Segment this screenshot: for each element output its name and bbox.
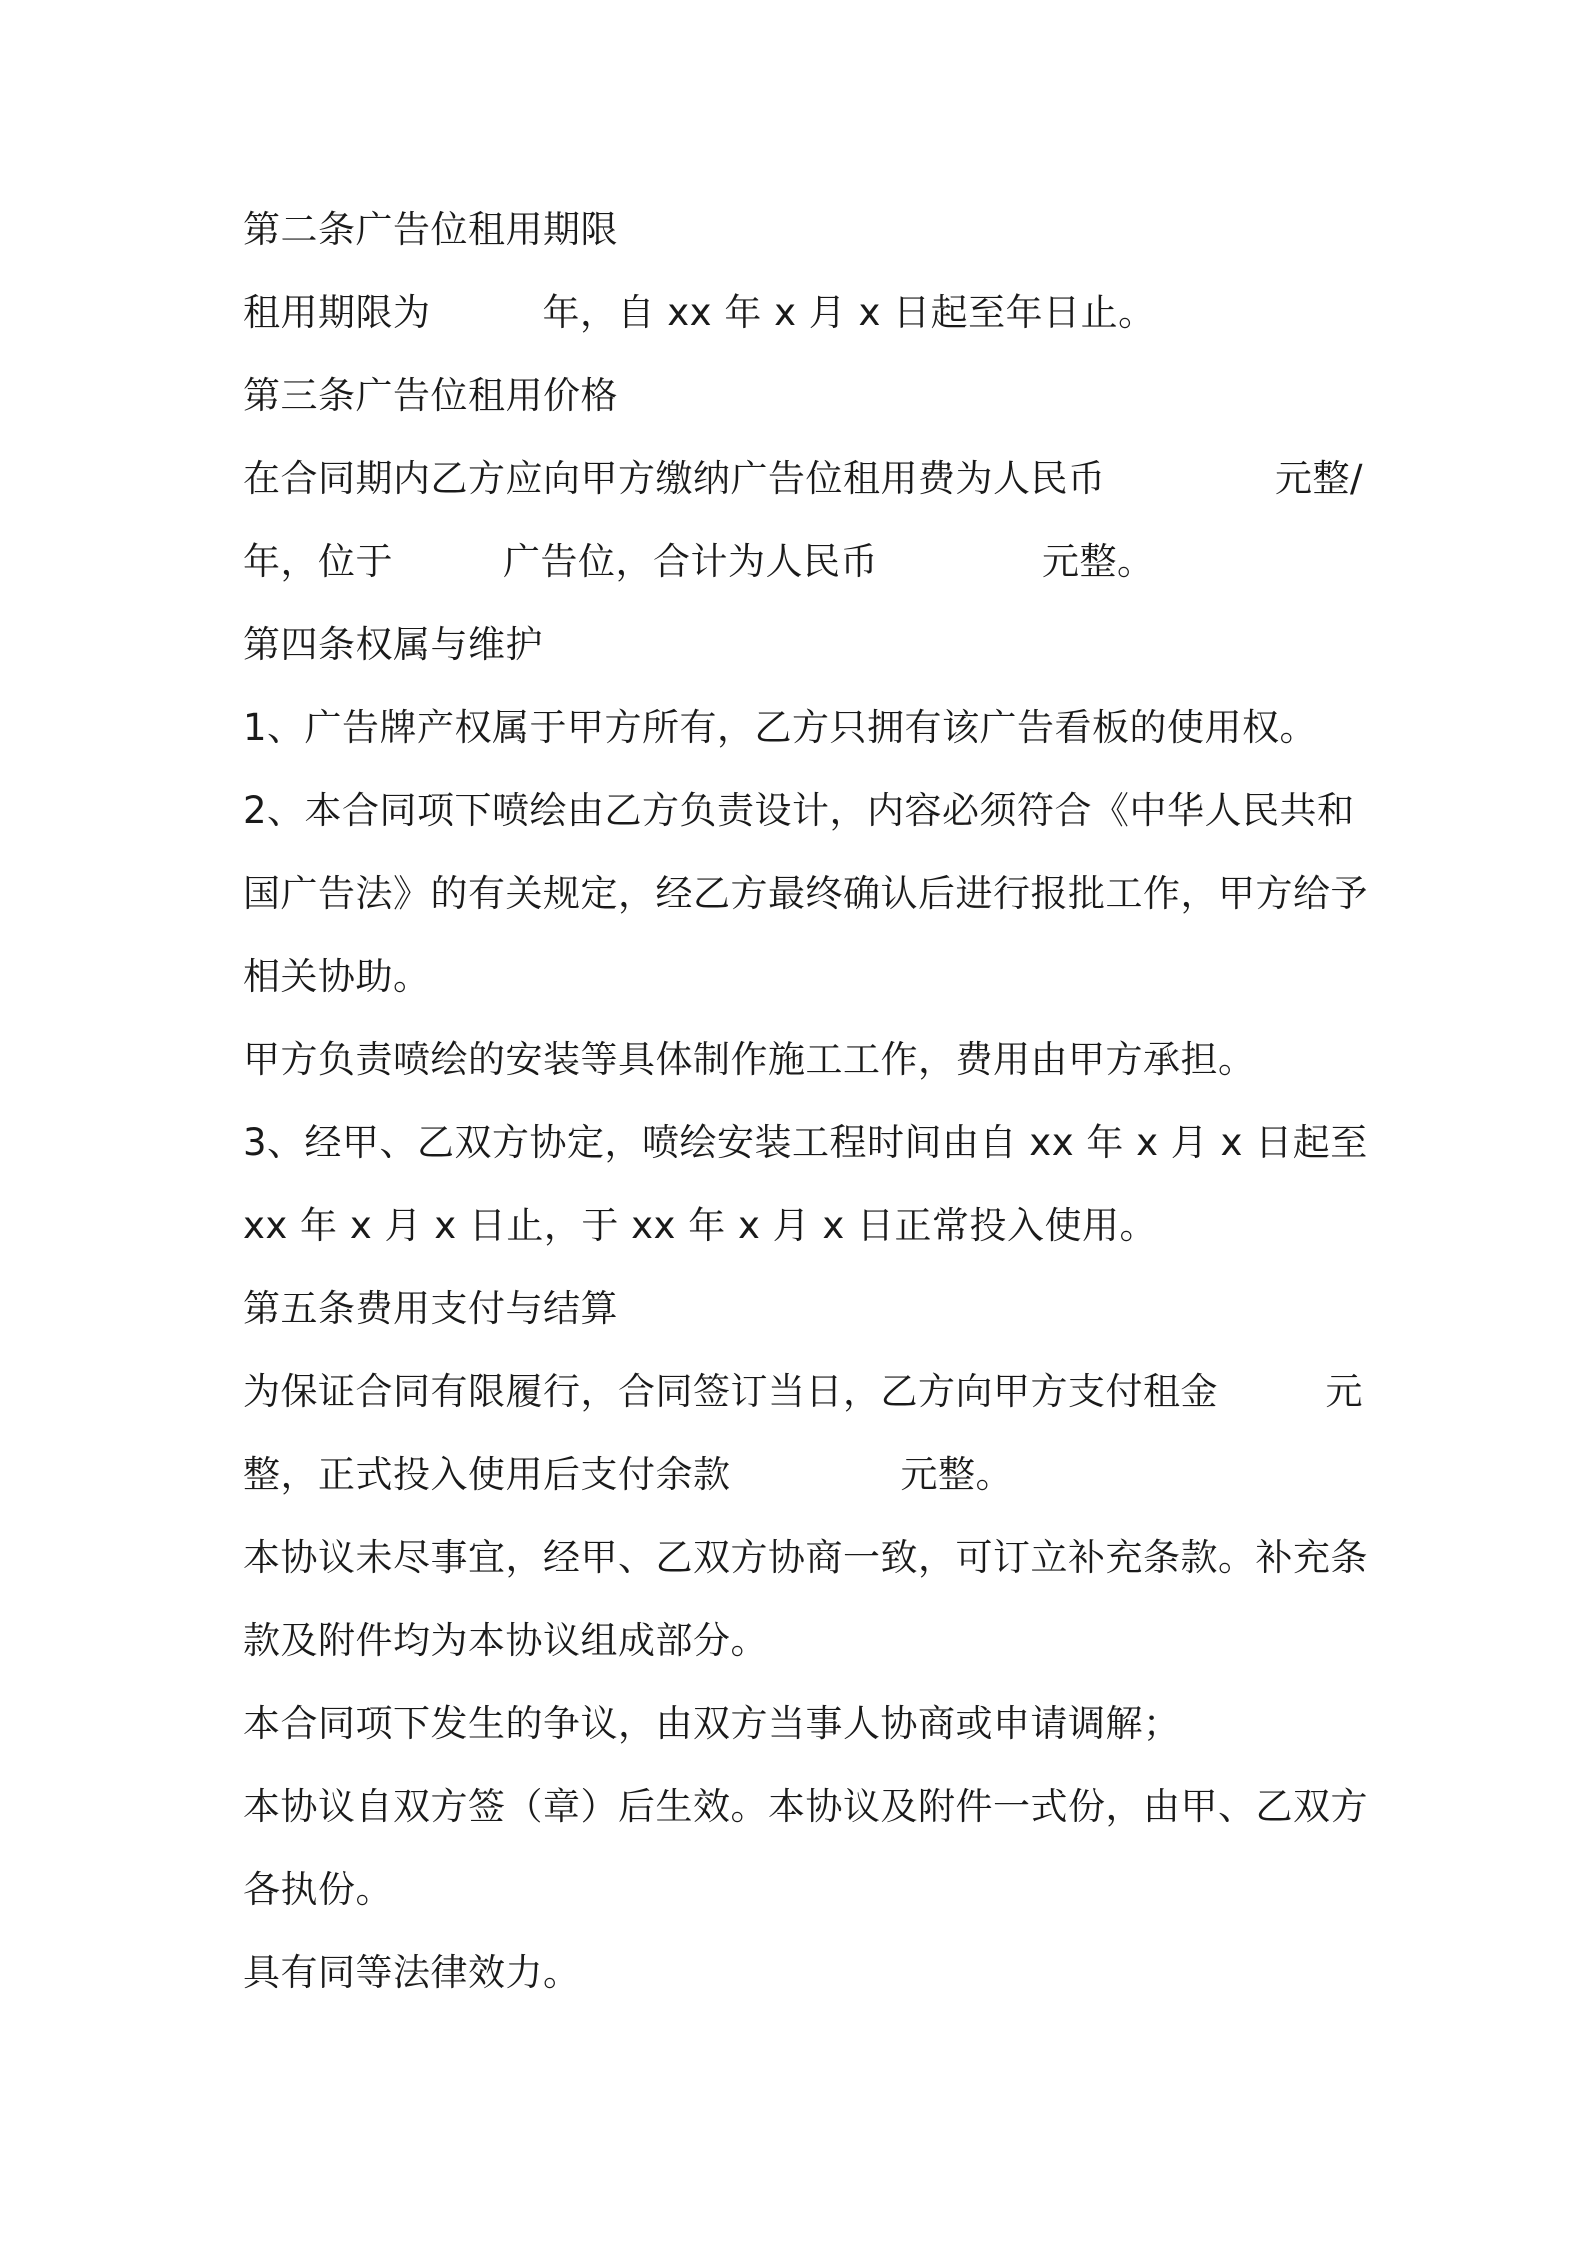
article-4-item-2-line-2 <box>243 864 1368 924</box>
item-3-text-1: 3、经甲、乙双方协定，喷绘安装工程时间由自 xx 年 x 月 x 日起至 <box>243 1121 1368 1164</box>
article-4-install <box>243 1030 1363 1090</box>
item-3-text-2: xx 年 x 月 x 日止，于 xx 年 x 月 x 日正常投入使用。 <box>243 1204 1158 1247</box>
article-4-item-3-line-2 <box>243 1196 1363 1256</box>
location-label: 年，位于 <box>243 540 393 583</box>
payment-unit: 元 <box>1325 1370 1363 1413</box>
term-dates: 年，自 xx 年 x 月 x 日起至年日止。 <box>542 291 1156 334</box>
supplement-line-2 <box>243 1611 1363 1671</box>
dispute-clause <box>243 1694 1363 1754</box>
effect-text-2: 各执份。 <box>243 1868 393 1911</box>
payment-text: 为保证合同有限履行，合同签订当日，乙方向甲方支付租金 <box>243 1370 1218 1413</box>
supplement-text-2: 款及附件均为本协议组成部分。 <box>243 1619 768 1662</box>
article-5-heading-text: 第五条费用支付与结算 <box>243 1287 618 1330</box>
article-4-item-2-line-1 <box>243 781 1363 841</box>
price-unit: 元整/ <box>1275 457 1363 500</box>
article-2-heading <box>243 200 1363 260</box>
article-5-payment-line-1 <box>243 1362 1363 1422</box>
article-3-heading <box>243 366 1363 426</box>
legal-effect-text: 具有同等法律效力。 <box>243 1951 581 1994</box>
balance-text: 整，正式投入使用后支付余款 <box>243 1453 731 1496</box>
article-4-item-2-line-3 <box>243 947 1363 1007</box>
item-1-text: 1、广告牌产权属于甲方所有，乙方只拥有该广告看板的使用权。 <box>243 706 1318 749</box>
effect-text-1: 本协议自双方签（章）后生效。本协议及附件一式份，由甲、乙双方 <box>243 1785 1368 1828</box>
item-2-text-3: 相关协助。 <box>243 955 431 998</box>
effect-line-1 <box>243 1777 1368 1837</box>
legal-effect <box>243 1943 1363 2003</box>
total-label: 广告位，合计为人民币 <box>503 540 878 583</box>
article-4-item-3-line-1 <box>243 1113 1368 1173</box>
article-4-heading-text: 第四条权属与维护 <box>243 623 543 666</box>
balance-unit: 元整。 <box>900 1453 1013 1496</box>
term-label: 租用期限为 <box>243 291 431 334</box>
dispute-text: 本合同项下发生的争议，由双方当事人协商或申请调解； <box>243 1702 1181 1745</box>
article-3-price-line-1 <box>243 449 1363 509</box>
article-3-heading-text: 第三条广告位租用价格 <box>243 374 618 417</box>
price-text: 在合同期内乙方应向甲方缴纳广告位租用费为人民币 <box>243 457 1106 500</box>
article-5-payment-line-2 <box>243 1445 1363 1505</box>
supplement-line-1 <box>243 1528 1368 1588</box>
article-2-heading-text: 第二条广告位租用期限 <box>243 208 618 251</box>
item-2-text-1: 2、本合同项下喷绘由乙方负责设计，内容必须符合《中华人民共和 <box>243 789 1355 832</box>
total-unit: 元整。 <box>1042 540 1155 583</box>
article-2-term <box>243 283 1363 343</box>
article-5-heading <box>243 1279 1363 1339</box>
install-text: 甲方负责喷绘的安装等具体制作施工工作，费用由甲方承担。 <box>243 1038 1256 1081</box>
supplement-text-1: 本协议未尽事宜，经甲、乙双方协商一致，可订立补充条款。补充条 <box>243 1536 1368 1579</box>
article-3-price-line-2 <box>243 532 1363 592</box>
item-2-text-2: 国广告法》的有关规定，经乙方最终确认后进行报批工作，甲方给予 <box>243 872 1368 915</box>
article-4-heading <box>243 615 1363 675</box>
effect-line-2 <box>243 1860 1363 1920</box>
article-4-item-1 <box>243 698 1363 758</box>
